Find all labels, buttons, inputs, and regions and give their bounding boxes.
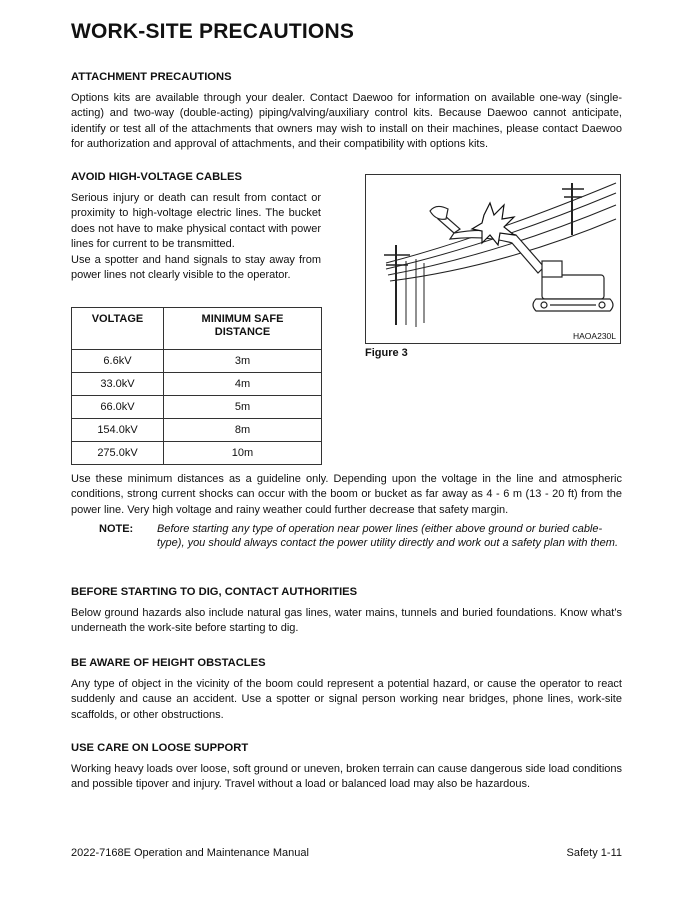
table-header-row [72, 308, 322, 350]
table-cell-voltage: 6.6kV [72, 350, 164, 373]
voltage-distance-table [71, 307, 322, 465]
table-row [72, 396, 322, 419]
table-row [72, 373, 322, 396]
note-text: Before starting any type of operation near power lines (either above ground or buried cable-type), you should always contact the power utility directly and work out a safety plan with them. [157, 523, 619, 549]
table-header-distance [164, 308, 322, 350]
high-voltage-guideline: Use these minimum distances as a guideline only. Depending upon the voltage in the line and atmospheric conditions, strong current shocks can occur with the boom or bucket as far away as 4 - 6 m (13 - 20 ft) from the power line. Very high voltage and rainy weather could further decrease that safety margin. [71, 473, 622, 516]
table-cell-distance: 10m [164, 442, 322, 465]
table-cell-distance: 4m [164, 373, 322, 396]
high-voltage-para1: Serious injury or death can result from contact or proximity to high-voltage electric lines. The bucket does not have to make physical contact with power lines for current to be transmitted. [71, 192, 321, 251]
table-header-distance-text: MINIMUM SAFE DISTANCE [201, 313, 284, 338]
table-cell-voltage: 154.0kV [72, 419, 164, 442]
figure-caption: Figure 3 [365, 347, 408, 359]
table-row [72, 419, 322, 442]
table-row [72, 350, 322, 373]
attachment-heading: ATTACHMENT PRECAUTIONS [71, 71, 232, 83]
height-heading: BE AWARE OF HEIGHT OBSTACLES [71, 657, 266, 669]
table-cell-voltage: 66.0kV [72, 396, 164, 419]
dig-body: Below ground hazards also include natural gas lines, water mains, tunnels and buried foundations. Know what’s underneath the work-site before starting to dig. [71, 607, 622, 635]
support-heading: USE CARE ON LOOSE SUPPORT [71, 742, 249, 754]
table-header-voltage: VOLTAGE [72, 308, 164, 350]
note-label: NOTE: [99, 523, 134, 535]
high-voltage-heading: AVOID HIGH-VOLTAGE CABLES [71, 171, 242, 183]
excavator-power-line-illustration [366, 175, 620, 343]
table-cell-voltage: 33.0kV [72, 373, 164, 396]
table-cell-voltage: 275.0kV [72, 442, 164, 465]
table-cell-distance: 3m [164, 350, 322, 373]
footer-page-number: Safety 1-11 [566, 847, 622, 859]
page-title: WORK-SITE PRECAUTIONS [71, 20, 355, 43]
table-cell-distance: 8m [164, 419, 322, 442]
dig-heading: BEFORE STARTING TO DIG, CONTACT AUTHORITIES [71, 586, 358, 598]
attachment-body: Options kits are available through your dealer. Contact Daewoo for information on available one-way (single-acting) and two-way (double-acting) piping/valving/auxiliary control kits. Because Daewoo cannot anticipate, identify or test all of the attachments that owners may wish to install on their machines, please contact Daewoo for authorization and approval of attachments, and their compatibility with options kits. [71, 92, 622, 151]
figure-power-line-excavator [365, 174, 621, 344]
table-cell-distance: 5m [164, 396, 322, 419]
table-row [72, 442, 322, 465]
footer-manual-title: 2022-7168E Operation and Maintenance Manual [71, 847, 309, 859]
support-body: Working heavy loads over loose, soft ground or uneven, broken terrain can cause dangerous side load conditions and possible tipover and injury. Travel without a load or balanced load may also be hazardous. [71, 763, 622, 791]
height-body: Any type of object in the vicinity of the boom could represent a potential hazard, or cause the operator to react suddenly and cause an accident. Use a spotter or signal person working near bridges, phone lines, work-site scaffolds, or other obstructions. [71, 678, 622, 721]
high-voltage-para2: Use a spotter and hand signals to stay away from power lines not clearly visible to the operator. [71, 254, 321, 282]
figure-code: HAOA230L [573, 331, 616, 341]
